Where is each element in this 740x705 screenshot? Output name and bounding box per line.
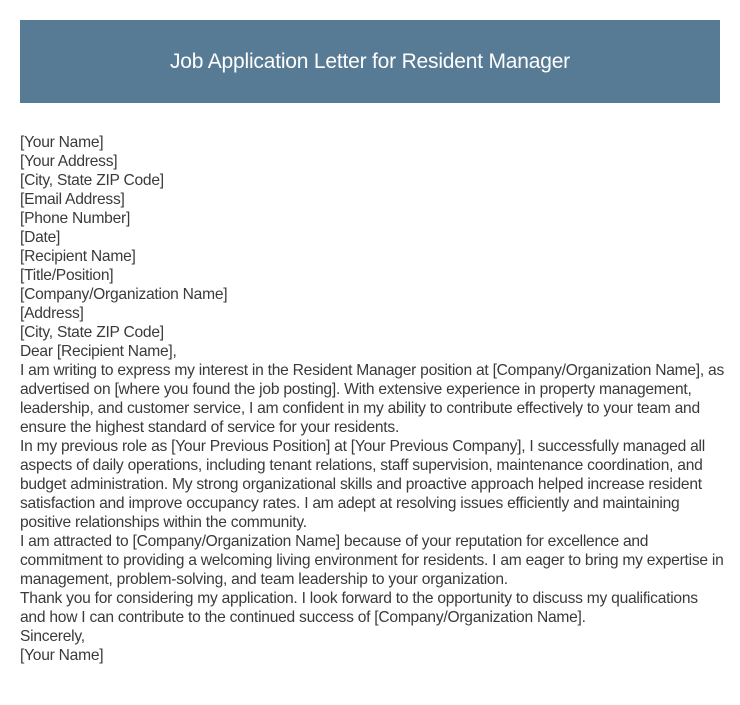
paragraph-closing: Thank you for considering my application. I look forward to the opportunity to discuss my qualifications and how I can contribute to the continued success of [Company/Organization Name]. — [20, 590, 698, 626]
closing: Sincerely, — [20, 628, 85, 645]
recipient-city-state-zip: [City, State ZIP Code] — [20, 324, 164, 341]
document-title: Job Application Letter for Resident Manager — [170, 49, 570, 73]
recipient-name: [Recipient Name] — [20, 248, 136, 265]
paragraph-motivation: I am attracted to [Company/Organization Name] because of your reputation for excellence and commitment to providing a welcoming living environment for residents. I am eager to bring my expertise in management, problem-solving, and team leadership to your organization. — [20, 533, 724, 588]
letter-body — [20, 133, 725, 665]
sender-email: [Email Address] — [20, 191, 125, 208]
sender-phone: [Phone Number] — [20, 210, 131, 227]
recipient-company: [Company/Organization Name] — [20, 286, 228, 303]
sender-city-state-zip: [City, State ZIP Code] — [20, 172, 164, 189]
recipient-title: [Title/Position] — [20, 267, 114, 284]
document-header — [20, 20, 720, 103]
salutation: Dear [Recipient Name], — [20, 343, 177, 360]
letter-date: [Date] — [20, 229, 61, 246]
recipient-address: [Address] — [20, 305, 84, 322]
sender-address: [Your Address] — [20, 153, 118, 170]
paragraph-intro: I am writing to express my interest in the Resident Manager position at [Company/Organization Name], as advertised on [where you found the job posting]. With extensive experience in property management, leadership, and customer service, I am confident in my ability to contribute effectively to your team and ensure the highest standard of service for your residents. — [20, 362, 725, 436]
paragraph-experience: In my previous role as [Your Previous Position] at [Your Previous Company], I successfully managed all aspects of daily operations, including tenant relations, staff supervision, maintenance coordination, and budget administration. My strong organizational skills and proactive approach helped increase resident satisfaction and improve occupancy rates. I am adept at resolving issues efficiently and maintaining positive relationships within the community. — [20, 438, 705, 531]
sender-name: [Your Name] — [20, 134, 104, 151]
signature: [Your Name] — [20, 647, 104, 664]
